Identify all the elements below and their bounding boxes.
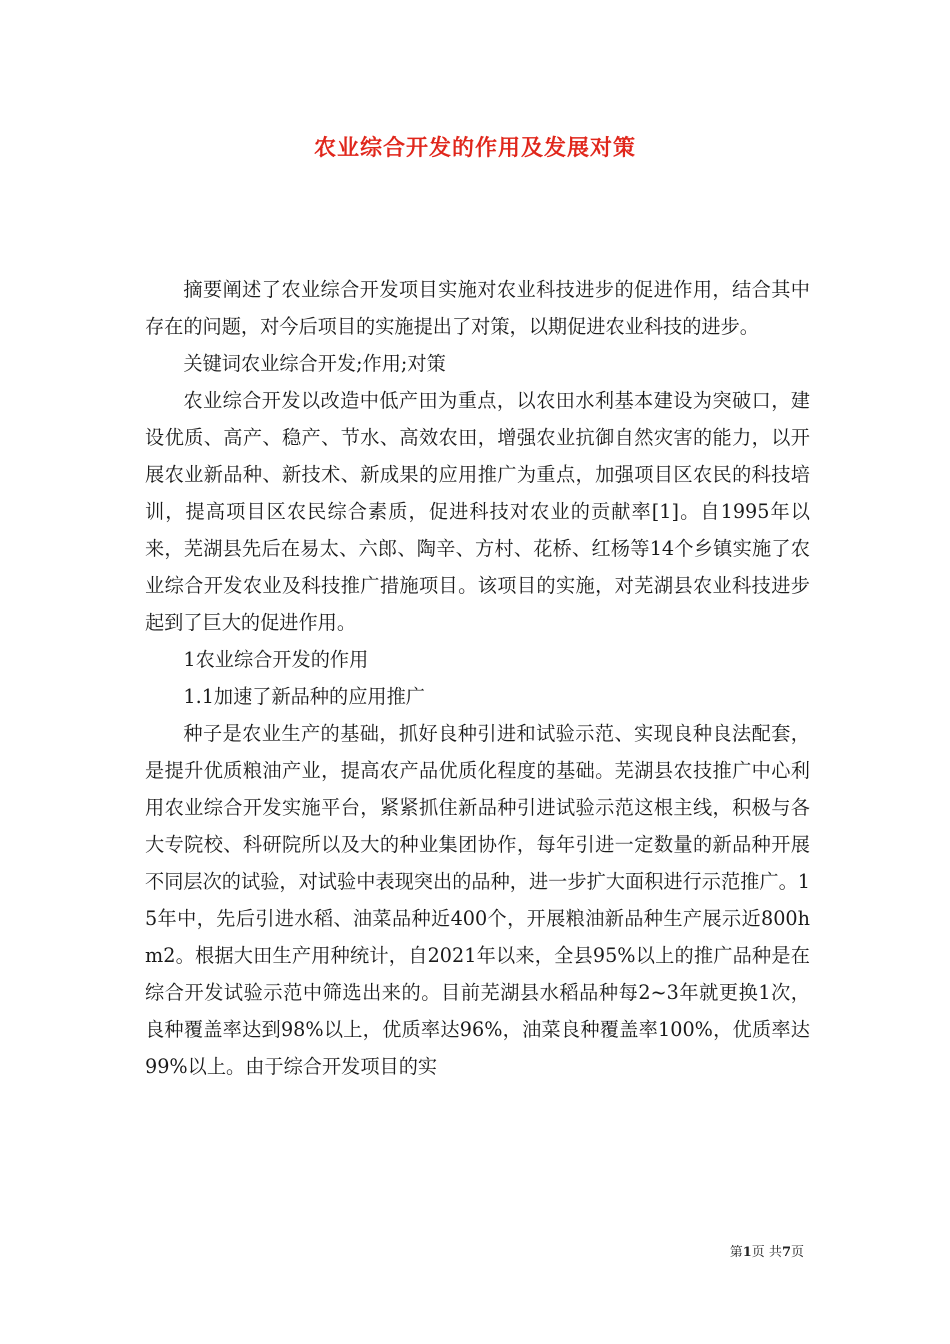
intro-paragraph: 农业综合开发以改造中低产田为重点，以农田水利基本建设为突破口，建设优质、高产、稳产、节水、高效农田，增强农业抗御自然灾害的能力，以开展农业新品种、新技术、新成果的应用推广为重点，加强项目区农民的科技培训，提高项目区农民综合素质，促进科技对农业的贡献率[1]。自1995年以来，芜湖县先后在易太、六郎、陶辛、方村、花桥、红杨等14个乡镇实施了农业综合开发农业及科技推广措施项目。该项目的实施，对芜湖县农业科技进步起到了巨大的促进作用。 <box>145 389 810 634</box>
keywords-paragraph: 关键词农业综合开发;作用;对策 <box>183 352 446 375</box>
subsection-heading-1-1: 1.1加速了新品种的应用推广 <box>183 685 425 708</box>
footer-prefix: 第 <box>729 1245 743 1260</box>
section-heading-1: 1农业综合开发的作用 <box>183 648 369 671</box>
page-number-footer <box>730 1244 804 1262</box>
footer-current-page: 1 <box>742 1245 752 1260</box>
footer-middle: 页 共 <box>751 1245 782 1260</box>
abstract-paragraph: 摘要阐述了农业综合开发项目实施对农业科技进步的促进作用，结合其中存在的问题，对今后项目的实施提出了对策，以期促进农业科技的进步。 <box>145 278 810 338</box>
footer-suffix: 页 <box>790 1245 804 1260</box>
document-body <box>145 271 810 1085</box>
body-paragraph: 种子是农业生产的基础，抓好良种引进和试验示范、实现良种良法配套，是提升优质粮油产业，提高农产品优质化程度的基础。芜湖县农技推广中心利用农业综合开发实施平台，紧紧抓住新品种引进试验示范这根主线，积极与各大专院校、科研院所以及大的种业集团协作，每年引进一定数量的新品种开展不同层次的试验，对试验中表现突出的品种，进一步扩大面积进行示范推广。15年中，先后引进水稻、油菜品种近400个，开展粮油新品种生产展示近800hm2。根据大田生产用种统计，自2021年以来，全县95%以上的推广品种是在综合开发试验示范中筛选出来的。目前芜湖县水稻品种每2~3年就更换1次，良种覆盖率达到98%以上，优质率达96%，油菜良种覆盖率100%，优质率达99%以上。由于综合开发项目的实 <box>145 722 810 1078</box>
footer-total-pages: 7 <box>781 1245 791 1260</box>
document-title: 农业综合开发的作用及发展对策 <box>313 135 636 161</box>
